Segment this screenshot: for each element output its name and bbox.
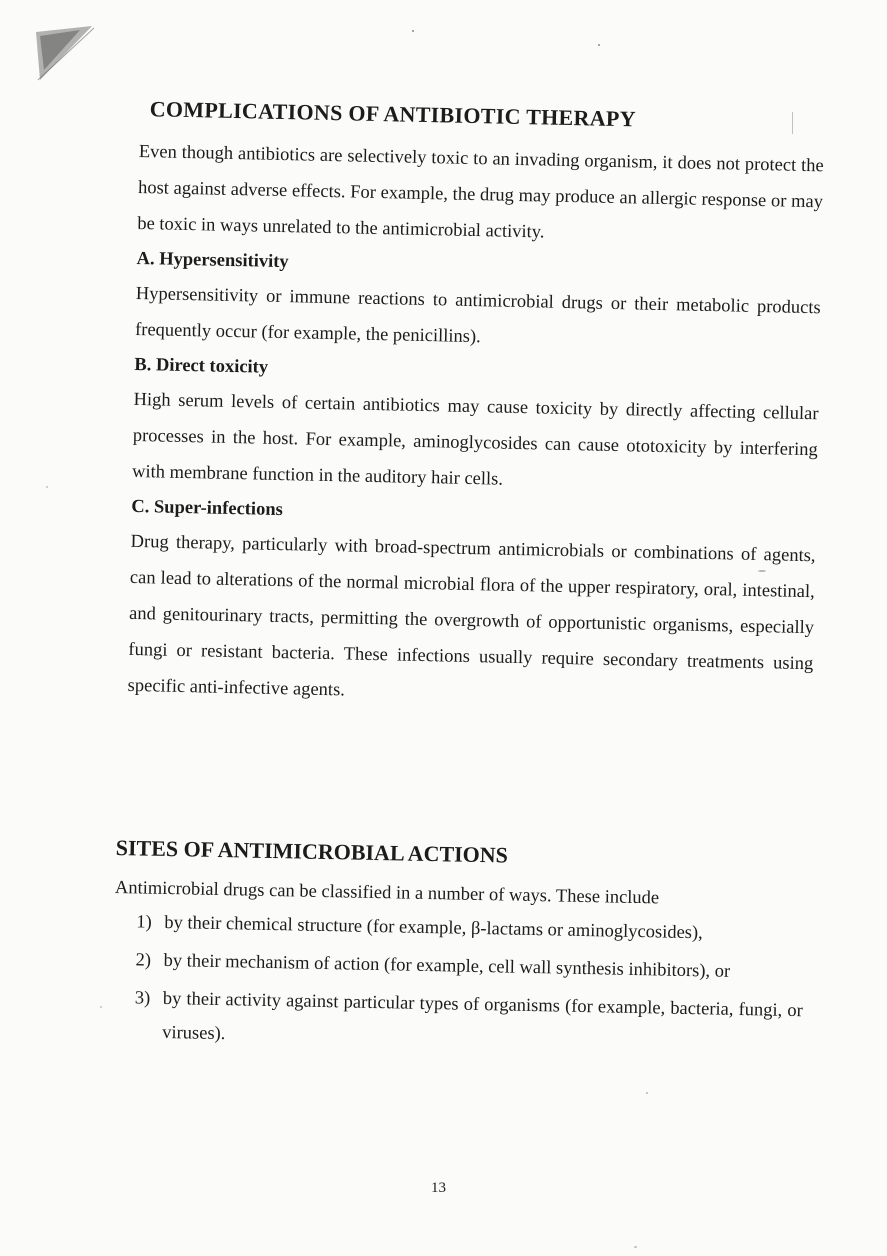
page-number: 13 (431, 1180, 446, 1196)
list-item-text: by their mechanism of action (for example, cell wall synthesis inhibitors), or (163, 950, 731, 982)
subsection-heading: B. Direct toxicity (134, 354, 269, 378)
classification-list (112, 905, 805, 1062)
complications-section (127, 96, 825, 718)
section-heading-sites: SITES OF ANTIMICROBIAL ACTIONS (115, 835, 509, 868)
complications-intro: Even though antibiotics are selectively toxic to an invading organism, it does not protect the host against adverse effects. For example, the drug may produce an allergic response or may be toxic in ways unrelated to the antimicrobial activity. (137, 141, 824, 243)
scan-speck (646, 1092, 648, 1094)
subsection-heading: A. Hypersensitivity (136, 248, 289, 273)
subsection-hypersensitivity (135, 244, 822, 362)
list-item-number: 2) (135, 950, 152, 971)
list-item-text: by their chemical structure (for example, β-lactams or aminoglycosides), (164, 912, 703, 944)
subsection-body: Hypersensitivity or immune reactions to antimicrobial drugs or their metabolic products frequently occur (for example, the penicillins). (134, 283, 821, 348)
list-item (134, 981, 803, 1062)
subsection-body: High serum levels of certain antibiotics may cause toxicity by directly affecting cellular processes in the host. For example, aminoglycosides can cause ototoxicity by interfering with membrane function in the auditory hair cells. (131, 389, 819, 490)
scan-speck (634, 1246, 637, 1248)
scan-speck (598, 44, 600, 46)
list-item-number: 3) (134, 988, 151, 1009)
subsection-direct-toxicity (132, 350, 820, 504)
list-item-text: by their activity against particular types of organisms (for example, bacteria, fungi, or viruses). (162, 988, 803, 1045)
sites-intro: Antimicrobial drugs can be classified in a number of ways. These include (114, 877, 660, 909)
section-heading-complications: COMPLICATIONS OF ANTIBIOTIC THERAPY (149, 96, 637, 132)
subsection-super-infections (127, 492, 816, 718)
scan-speck (46, 486, 48, 488)
scan-corner-mark (34, 26, 104, 84)
subsection-heading: C. Super-infections (131, 496, 284, 521)
scan-speck (412, 30, 414, 32)
subsection-body: Drug therapy, particularly with broad-spectrum antimicrobials or combinations of agents, can lead to alterations of the normal microbial flora of the upper respiratory, oral, intestinal, and genitourinary tracts, permitting the overgrowth of opportunistic organisms, especially fungi or resistant bacteria. These infections usually require secondary treatments using specific anti-infective agents. (127, 531, 816, 701)
scan-speck (100, 1006, 102, 1008)
list-item-number: 1) (136, 912, 152, 933)
sites-section (112, 835, 806, 1066)
